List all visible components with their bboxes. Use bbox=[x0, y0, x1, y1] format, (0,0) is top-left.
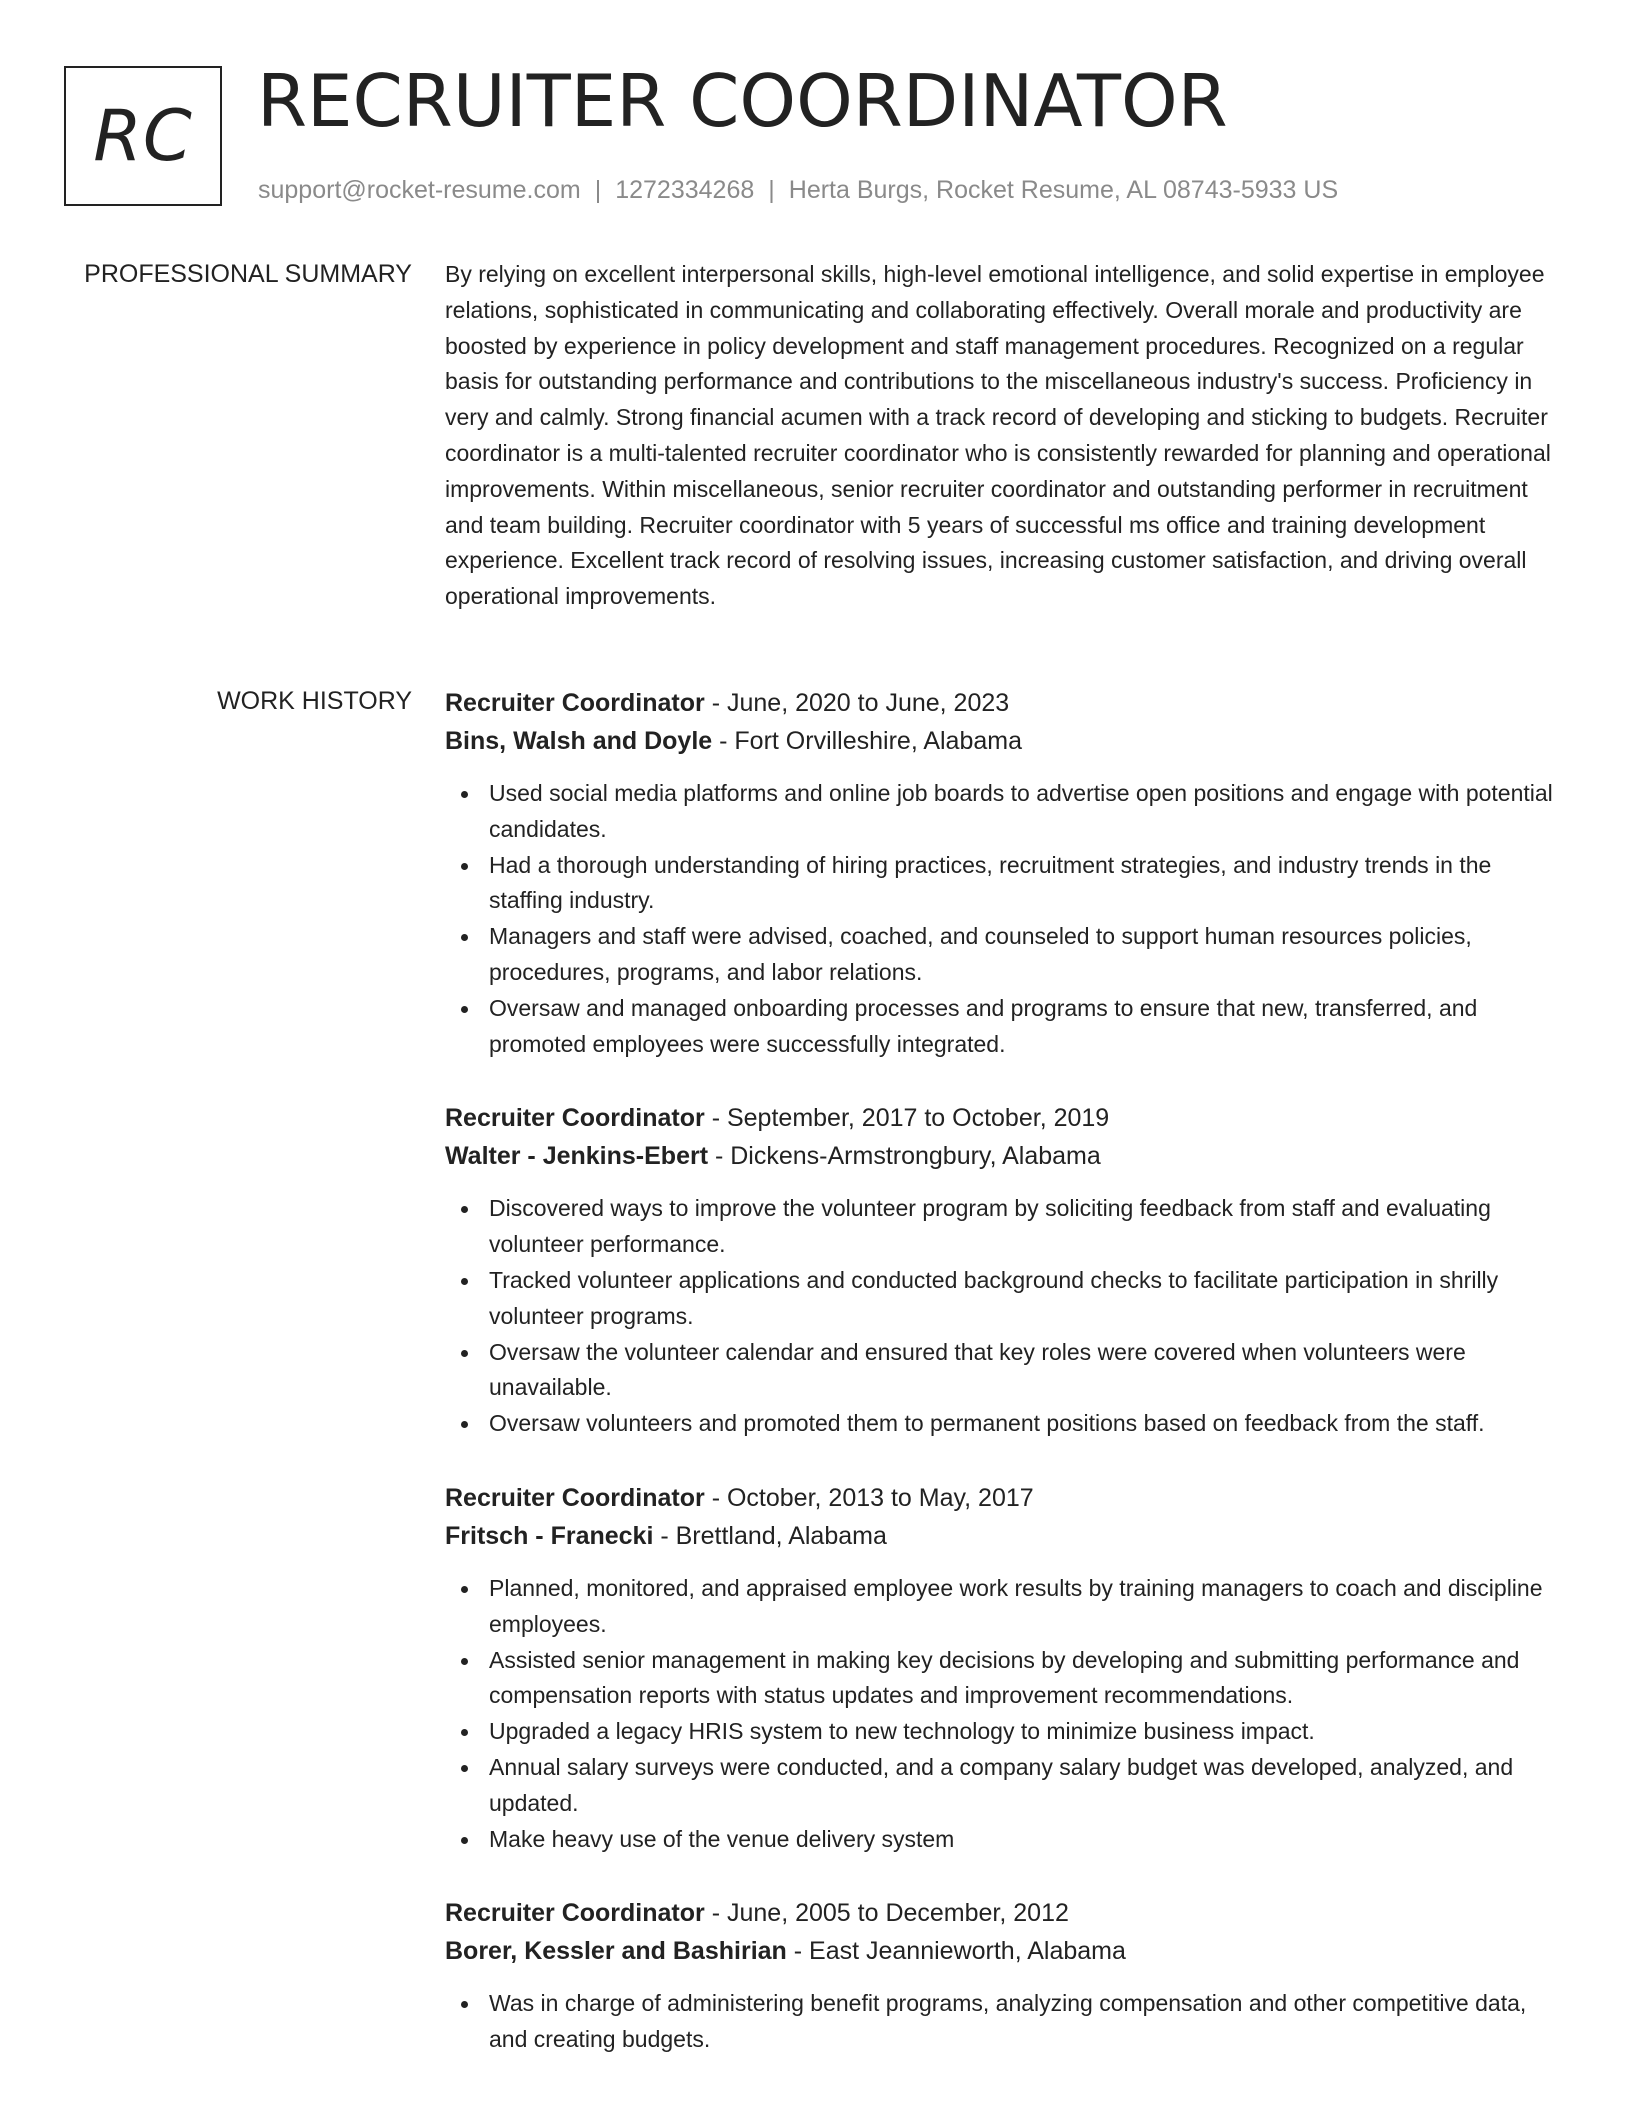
job-company: Borer, Kessler and Bashirian bbox=[445, 1937, 787, 1966]
job-entry bbox=[445, 684, 1565, 1062]
job-location: - East Jeannieworth, Alabama bbox=[786, 1937, 1126, 1966]
job-bullet-list bbox=[445, 1571, 1565, 1857]
job-location: - Fort Orvilleshire, Alabama bbox=[712, 727, 1023, 755]
bullet-dot bbox=[461, 1586, 468, 1593]
job-company-line bbox=[445, 1137, 1565, 1175]
job-bullet-list bbox=[445, 1191, 1565, 1442]
job-bullet-text: Used social media platforms and online job boards to advertise open positions and engage with potential candidates. bbox=[489, 780, 1553, 842]
bullet-dot bbox=[461, 1658, 468, 1665]
contact-email[interactable]: support@rocket-resume.com bbox=[258, 176, 581, 204]
job-dates: - June, 2005 to December, 2012 bbox=[704, 1899, 1069, 1928]
section-label-summary: PROFESSIONAL SUMMARY bbox=[84, 260, 412, 288]
section-label-work-history: WORK HISTORY bbox=[217, 687, 412, 715]
job-dates: - June, 2020 to June, 2023 bbox=[704, 689, 1010, 717]
job-bullet-text: Upgraded a legacy HRIS system to new technology to minimize business impact. bbox=[489, 1718, 1315, 1745]
job-bullet-text: Oversaw and managed onboarding processes and programs to ensure that new, transferred, and promoted employees were successfully integrated. bbox=[489, 994, 1478, 1057]
work-history-body bbox=[445, 684, 1565, 2095]
job-bullet-text: Oversaw the volunteer calendar and ensured that key roles were covered when volunteers were unavailable. bbox=[489, 1338, 1466, 1401]
job-entry bbox=[445, 1894, 1565, 2058]
job-bullet-list bbox=[445, 776, 1565, 1062]
job-company: Fritsch - Franecki bbox=[445, 1521, 654, 1550]
job-bullet bbox=[445, 776, 1565, 848]
job-bullet bbox=[445, 1335, 1565, 1407]
job-bullet bbox=[445, 1643, 1565, 1715]
bullet-dot bbox=[461, 1278, 468, 1285]
job-company-line bbox=[445, 1517, 1565, 1555]
job-bullet-text: Tracked volunteer applications and conducted background checks to facilitate participation in shrilly volunteer programs. bbox=[489, 1266, 1499, 1329]
job-bullet-text: Managers and staff were advised, coached, and counseled to support human resources policies, procedures, programs, and labor relations. bbox=[489, 923, 1472, 985]
job-entry bbox=[445, 1479, 1565, 1857]
job-company: Bins, Walsh and Doyle bbox=[445, 727, 713, 755]
bullet-dot bbox=[461, 791, 468, 798]
bullet-dot bbox=[461, 934, 468, 941]
job-title-line bbox=[445, 684, 1565, 722]
summary-text: By relying on excellent interpersonal skills, high-level emotional intelligence, and solid expertise in employee relations, sophisticated in communicating and collaborating effectively. Overall morale and productivity are boosted by experience in policy development and staff management procedures. Recognized on a regular basis for outstanding performance and contributions to the miscellaneous industry's success. Proficiency in very and calmly. Strong financial acumen with a track record of developing and sticking to budgets. Recruiter coordinator is a multi-talented recruiter coordinator who is consistently rewarded for planning and operational improvements. Within miscellaneous, senior recruiter coordinator and outstanding performer in recruitment and team building. Recruiter coordinator with 5 years of successful ms office and training development experience. Excellent track record of resolving issues, increasing customer satisfaction, and driving overall operational improvements. bbox=[445, 261, 1551, 610]
job-company-line bbox=[445, 1932, 1565, 1970]
contact-line bbox=[258, 173, 1338, 207]
bullet-dot bbox=[461, 1765, 468, 1772]
job-title: Recruiter Coordinator bbox=[445, 1104, 705, 1133]
job-bullet-text: Discovered ways to improve the volunteer program by soliciting feedback from staff and evaluating volunteer performance. bbox=[489, 1195, 1491, 1258]
bullet-dot bbox=[461, 1350, 468, 1357]
job-bullet bbox=[445, 1191, 1565, 1263]
job-bullet bbox=[445, 1714, 1565, 1750]
job-company: Walter - Jenkins-Ebert bbox=[445, 1142, 709, 1171]
bullet-dot bbox=[461, 1206, 468, 1213]
job-bullet bbox=[445, 1750, 1565, 1822]
job-bullet bbox=[445, 919, 1565, 991]
job-company-line bbox=[445, 722, 1565, 760]
job-title: Recruiter Coordinator bbox=[445, 689, 705, 717]
job-bullet-text: Oversaw volunteers and promoted them to permanent positions based on feedback from the staff. bbox=[489, 1410, 1485, 1437]
resume-name-title: RECRUITER COORDINATOR bbox=[257, 59, 1228, 143]
job-title-line bbox=[445, 1894, 1565, 1932]
job-bullet bbox=[445, 991, 1565, 1063]
job-bullet-text: Annual salary surveys were conducted, and a company salary budget was developed, analyzed, and updated. bbox=[489, 1753, 1514, 1816]
monogram-box bbox=[64, 66, 222, 206]
contact-separator: | bbox=[594, 176, 602, 204]
bullet-dot bbox=[461, 1729, 468, 1736]
job-bullet-text: Had a thorough understanding of hiring practices, recruitment strategies, and industry trends in the staffing industry. bbox=[489, 851, 1492, 914]
job-bullet bbox=[445, 1822, 1565, 1858]
contact-phone[interactable]: 1272334268 bbox=[615, 176, 755, 204]
bullet-dot bbox=[461, 1006, 468, 1013]
job-title: Recruiter Coordinator bbox=[445, 1483, 705, 1512]
bullet-dot bbox=[461, 863, 468, 870]
job-bullet bbox=[445, 848, 1565, 920]
job-bullet bbox=[445, 1263, 1565, 1335]
contact-address: Herta Burgs, Rocket Resume, AL 08743-5933 US bbox=[788, 176, 1339, 204]
job-location: - Dickens-Armstrongbury, Alabama bbox=[708, 1142, 1101, 1171]
bullet-dot bbox=[461, 2001, 468, 2008]
job-bullet-text: Was in charge of administering benefit programs, analyzing compensation and other competitive data, and creating budgets. bbox=[489, 1990, 1527, 2053]
job-title-line bbox=[445, 1479, 1565, 1517]
job-dates: - October, 2013 to May, 2017 bbox=[704, 1483, 1034, 1512]
job-bullet bbox=[445, 1406, 1565, 1442]
monogram-initials: RC bbox=[93, 95, 193, 177]
contact-separator: | bbox=[768, 176, 775, 204]
job-bullet-text: Assisted senior management in making key decisions by developing and submitting performance and compensation reports with status updates and improvement recommendations. bbox=[489, 1646, 1520, 1709]
job-location: - Brettland, Alabama bbox=[653, 1521, 887, 1550]
job-bullet-list bbox=[445, 1986, 1565, 2058]
job-bullet-text: Make heavy use of the venue delivery system bbox=[489, 1825, 955, 1852]
job-bullet-text: Planned, monitored, and appraised employee work results by training managers to coach and discipline employees. bbox=[489, 1574, 1543, 1637]
job-title: Recruiter Coordinator bbox=[445, 1899, 705, 1928]
job-entry bbox=[445, 1099, 1565, 1442]
bullet-dot bbox=[461, 1837, 468, 1844]
job-bullet bbox=[445, 1571, 1565, 1643]
job-dates: - September, 2017 to October, 2019 bbox=[704, 1104, 1110, 1133]
job-title-line bbox=[445, 1099, 1565, 1137]
summary-body bbox=[445, 257, 1565, 615]
bullet-dot bbox=[461, 1421, 468, 1428]
job-bullet bbox=[445, 1986, 1565, 2058]
